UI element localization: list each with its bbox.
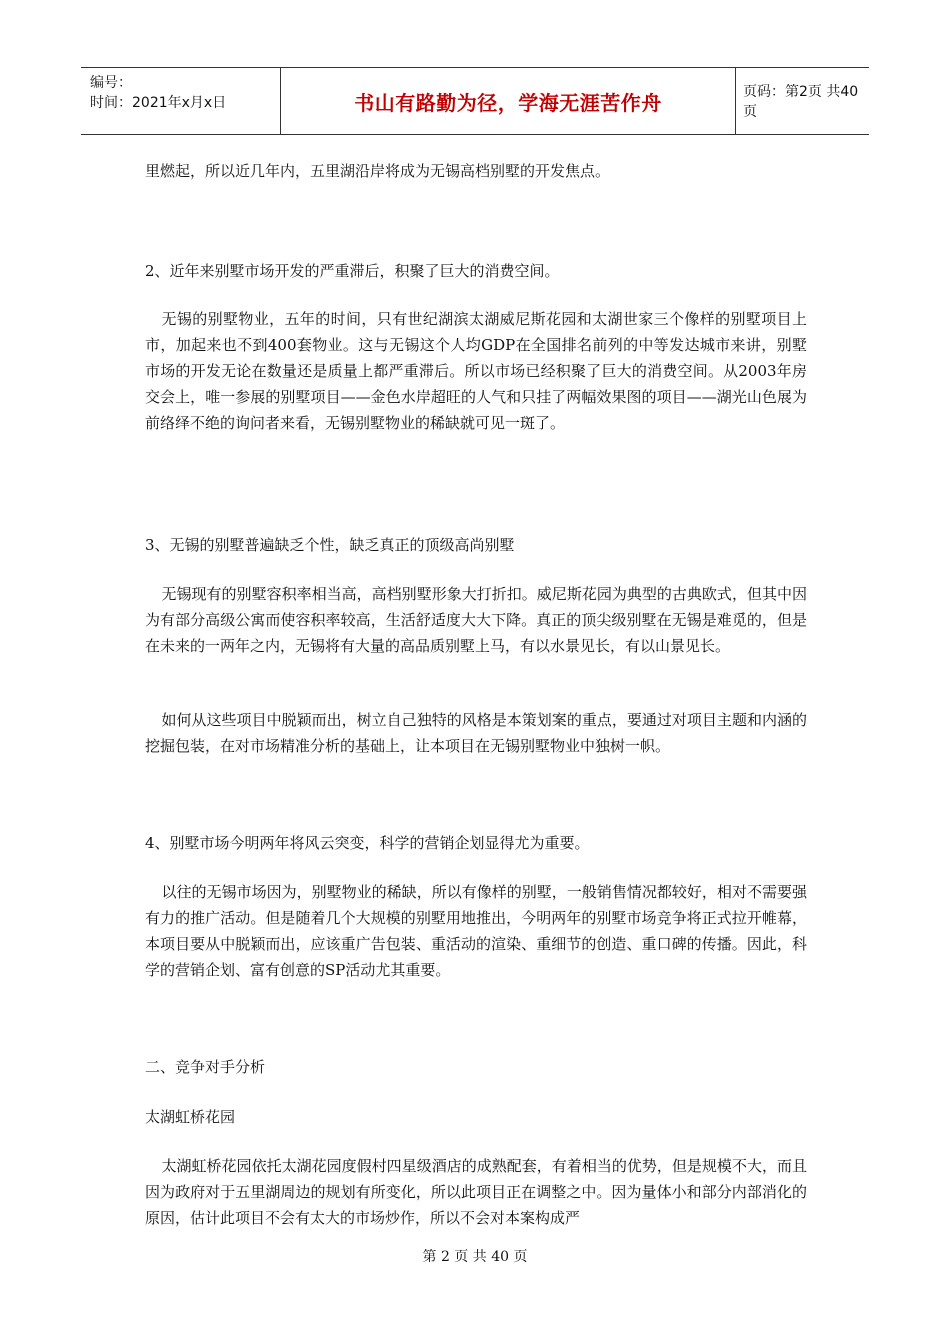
page-footer: 第 2 页 共 40 页 [422,1249,528,1265]
header-motto: 书山有路勤为径，学海无涯苦作舟 [354,90,662,115]
heading-point-3: 3、无锡的别墅普遍缺乏个性，缺乏真正的顶级高尚别墅 [145,536,515,554]
paragraph-point-2: 无锡的别墅物业，五年的时间，只有世纪湖滨太湖威尼斯花园和太湖世家三个像样的别墅项目上市，加起来也不到400套物业。这与无锡这个人均GDP在全国排名前列的中等发达城市来讲，别墅市场的开发无论在数量还是质量上都严重滞后。所以市场已经积聚了巨大的消费空间。从2003年房交会上，唯一参展的别墅项目——金色水岸超旺的人气和只挂了两幅效果图的项目——湖光山色展为前络绎不绝的询问者来看，无锡别墅物业的稀缺就可见一斑了。 [145,310,807,432]
document-date: 时间：2021年x月x日 [90,95,227,111]
header-right-cell [735,68,869,134]
paragraph-continued: 里燃起，所以近几年内，五里湖沿岸将成为无锡高档别墅的开发焦点。 [145,162,611,180]
heading-point-4: 4、别墅市场今明两年将风云突变，科学的营销企划显得尤为重要。 [145,834,590,852]
header-left-cell [81,68,281,134]
paragraph-taihu-hongqiao: 太湖虹桥花园依托太湖花园度假村四星级酒店的成熟配套，有着相当的优势，但是规模不大，而且因为政府对于五里湖周边的规划有所变化，所以此项目正在调整之中。因为量体小和部分内部消化的原因，估计此项目不会有太大的市场炒作，所以不会对本案构成严 [145,1157,807,1227]
document-number-label: 编号： [90,75,132,91]
paragraph-point-3: 无锡现有的别墅容积率相当高，高档别墅形象大打折扣。威尼斯花园为典型的古典欧式，但其中因为有部分高级公寓而使容积率较高，生活舒适度大大下降。真正的顶尖级别墅在无锡是难觅的，但是在未来的一两年之内，无锡将有大量的高品质别墅上马，有以水景见长，有以山景见长。 [145,585,807,655]
paragraph-point-4: 以往的无锡市场因为，别墅物业的稀缺，所以有像样的别墅，一般销售情况都较好，相对不需要强有力的推广活动。但是随着几个大规模的别墅用地推出，今明两年的别墅市场竞争将正式拉开帷幕，本项目要从中脱颖而出，应该重广告包装、重活动的渲染、重细节的创造、重口碑的传播。因此，科学的营销企划、富有创意的SP活动尤其重要。 [145,883,807,979]
subheading-taihu-hongqiao: 太湖虹桥花园 [145,1108,236,1126]
header-page-info: 页码：第2页 共40页 [743,84,859,120]
header-center-cell [281,68,736,134]
paragraph-point-3b: 如何从这些项目中脱颖而出，树立自己独特的风格是本策划案的重点，要通过对项目主题和内涵的挖掘包装，在对市场精准分析的基础上，让本项目在无锡别墅物业中独树一帜。 [145,711,807,755]
section-heading-competitors: 二、竞争对手分析 [145,1058,266,1076]
page-header [81,67,869,135]
heading-point-2: 2、近年来别墅市场开发的严重滞后，积聚了巨大的消费空间。 [145,262,560,280]
